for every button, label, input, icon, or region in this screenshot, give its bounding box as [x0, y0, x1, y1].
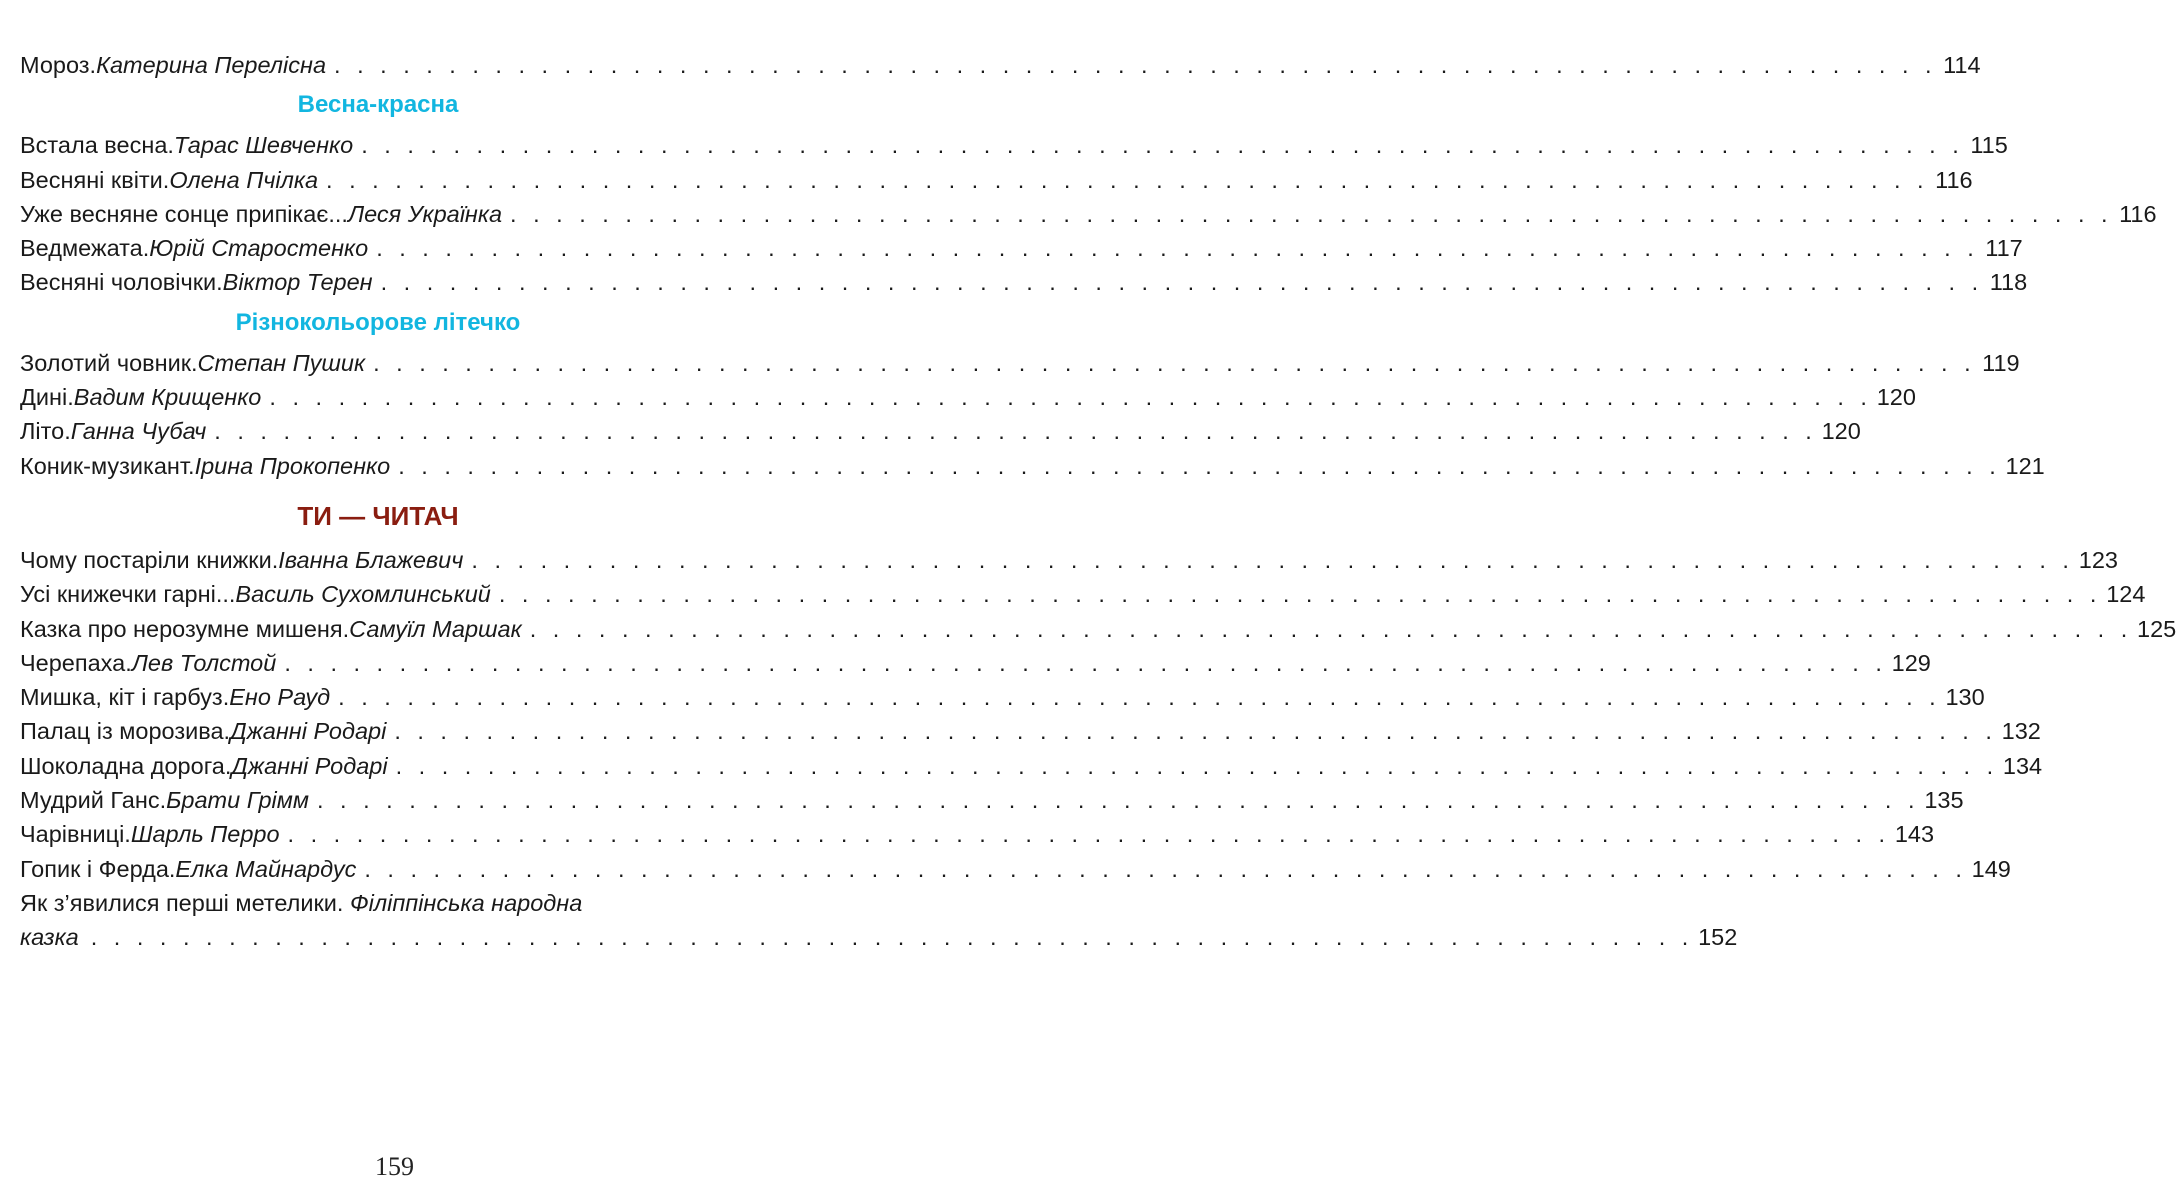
- entry-page: 129: [1891, 649, 1931, 676]
- leader-dots: . . . . . . . . . . . . . . . . . . . . . . . . . . . . . . . . . . . . . . . . . . . . . . . . . . . . . . . . . . . . . . . . . . . . . .: [395, 752, 1999, 779]
- toc-entry: [20, 612, 2176, 646]
- leader-dots: . . . . . . . . . . . . . . . . . . . . . . . . . . . . . . . . . . . . . . . . . . . . . . . . . . . . . . . . . . . . . . . . . . . . . .: [510, 200, 2113, 227]
- entry-author: Філіппінська народна: [349, 889, 583, 916]
- leader-dots: . . . . . . . . . . . . . . . . . . . . . . . . . . . . . . . . . . . . . . . . . . . . . . . . . . . . . . . . . . . . . . . . . . . . . .: [316, 787, 1920, 814]
- toc-entry: [20, 852, 2011, 886]
- entry-page: 118: [1989, 269, 2028, 296]
- entry-author: Самуїл Маршак: [349, 615, 522, 642]
- entry-author: Брати Грімм: [166, 787, 309, 814]
- leader-dots: . . . . . . . . . . . . . . . . . . . . . . . . . . . . . . . . . . . . . . . . . . . . . . . . . . . . . . . . . . . . . . . . . . . . . .: [471, 546, 2074, 573]
- entry-title: Чому постаріли книжки.: [20, 546, 279, 573]
- section-heading: ТИ — ЧИТАЧ: [297, 500, 459, 531]
- entry-author: Ено Рауд: [229, 684, 331, 711]
- entry-author: Джанні Родарі: [231, 752, 388, 779]
- leader-dots: . . . . . . . . . . . . . . . . . . . . . . . . . . . . . . . . . . . . . . . . . . . . . . . . . . . . . . . . . . . . . . . . . . . . . .: [376, 235, 1979, 262]
- section-heading: Різнокольорове літечко: [235, 308, 521, 336]
- entry-page: 116: [1935, 166, 1973, 193]
- entry-page: 114: [1943, 52, 1981, 78]
- entry-author: Шарль Перро: [130, 821, 280, 848]
- toc-entry: [20, 783, 1964, 817]
- toc-entry: [20, 380, 1916, 414]
- entry-page: 119: [1982, 349, 2020, 376]
- entry-author: Олена Пчілка: [169, 166, 319, 193]
- entry-title: Ведмежата.: [20, 235, 150, 262]
- entry-page: 116: [2119, 200, 2157, 227]
- entry-author: Василь Сухомлинський: [235, 581, 491, 608]
- toc-entry: [20, 231, 2023, 265]
- entry-page: 120: [1876, 384, 1916, 411]
- entry-page: 121: [2005, 452, 2045, 479]
- entry-author: Катерина Перелісна: [96, 52, 327, 78]
- entry-title: Мудрий Ганс.: [20, 787, 167, 814]
- leader-dots: . . . . . . . . . . . . . . . . . . . . . . . . . . . . . . . . . . . . . . . . . . . . . . . . . . . . . . . . . . . . . . . . . . . . . .: [373, 349, 1976, 376]
- toc-entry: [20, 449, 2045, 483]
- entry-author: Джанні Родарі: [230, 718, 387, 745]
- toc-entry: [20, 886, 1738, 955]
- entry-page: 130: [1945, 684, 1985, 711]
- toc-entry: [20, 163, 1973, 197]
- toc-entry: [20, 646, 1931, 680]
- entry-page: 132: [2001, 718, 2041, 745]
- leader-dots: . . . . . . . . . . . . . . . . . . . . . . . . . . . . . . . . . . . . . . . . . . . . . . . . . . . . . . . . . . . . . . . . . . . . . .: [394, 718, 1997, 745]
- entry-author: Ірина Прокопенко: [194, 452, 391, 479]
- entry-title: Як з’явилися перші метелики.: [20, 889, 350, 916]
- entry-page: 134: [2002, 752, 2043, 779]
- leader-dots: . . . . . . . . . . . . . . . . . . . . . . . . . . . . . . . . . . . . . . . . . . . . . . . . . . . . . . . . . . . . . . . . . . . . . .: [364, 855, 1967, 882]
- entry-page: 117: [1985, 235, 2023, 262]
- entry-title: Весняні чоловічки.: [20, 269, 223, 296]
- entry-author: Ганна Чубач: [70, 418, 207, 445]
- entry-page: 143: [1894, 821, 1935, 848]
- leader-dots: . . . . . . . . . . . . . . . . . . . . . . . . . . . . . . . . . . . . . . . . . . . . . . . . . . . . . . . . . . . . . . . . . . . . . .: [338, 684, 1941, 711]
- toc-entry: [20, 197, 2157, 231]
- entry-title: Чарівниці.: [20, 821, 131, 848]
- toc-entry: [20, 714, 2041, 748]
- entry-author: Тарас Шевченко: [173, 132, 354, 159]
- entry-title: Мороз.: [20, 52, 97, 78]
- toc-entry: [20, 414, 1861, 448]
- toc-entry: [20, 577, 2146, 611]
- leader-dots: . . . . . . . . . . . . . . . . . . . . . . . . . . . . . . . . . . . . . . . . . . . . . . . . . . . . . . . . . . . . . . . . . . . . . .: [284, 649, 1887, 676]
- entry-page: 123: [2078, 546, 2118, 573]
- toc-entry: [20, 265, 2028, 299]
- entry-title: Усі книжечки гарні...: [20, 581, 236, 608]
- leader-dots: . . . . . . . . . . . . . . . . . . . . . . . . . . . . . . . . . . . . . . . . . . . . . . . . . . . . . . . . . . . . . . . . . . . . . .: [326, 166, 1929, 193]
- entry-page: 115: [1970, 132, 2008, 159]
- entry-title: Казка про нерозумне мишеня.: [20, 615, 350, 642]
- entry-title: Мишка, кіт і гарбуз.: [20, 684, 230, 711]
- leader-dots: . . . . . . . . . . . . . . . . . . . . . . . . . . . . . . . . . . . . . . . . . . . . . . . . . . . . . . . . . . . . . . . . . . . . . .: [334, 52, 1937, 78]
- entry-page: 124: [2106, 581, 2146, 608]
- toc-entry: [20, 48, 1981, 82]
- leader-dots: . . . . . . . . . . . . . . . . . . . . . . . . . . . . . . . . . . . . . . . . . . . . . . . . . . . . . . . . . . . . . . . . . . . . . .: [90, 924, 1694, 951]
- entry-title: Палац із морозива.: [20, 718, 231, 745]
- leader-dots: . . . . . . . . . . . . . . . . . . . . . . . . . . . . . . . . . . . . . . . . . . . . . . . . . . . . . . . . . . . . . . . . . . . . . .: [529, 615, 2133, 642]
- toc-entry: [20, 128, 2008, 162]
- entry-author: Віктор Терен: [222, 269, 373, 296]
- entry-page: 149: [1971, 855, 2011, 882]
- leader-dots: . . . . . . . . . . . . . . . . . . . . . . . . . . . . . . . . . . . . . . . . . . . . . . . . . . . . . . . . . . . . . . . . . . . . . .: [398, 452, 2001, 479]
- toc-entry: [20, 543, 2118, 577]
- toc-entry: [20, 346, 2020, 380]
- entry-page: 135: [1924, 787, 1964, 814]
- toc-entry: [20, 749, 2043, 783]
- entry-author: Вадим Крищенко: [73, 384, 262, 411]
- entry-author: Юрій Старостенко: [149, 235, 369, 262]
- entry-title: Коник-музикант.: [20, 452, 195, 479]
- entry-author: Іванна Блажевич: [278, 546, 464, 573]
- entry-title: Уже весняне сонце припікає...: [20, 200, 348, 227]
- entry-title: Весняні квіти.: [20, 166, 170, 193]
- entry-author: Леся Українка: [347, 200, 503, 227]
- toc-entry: [20, 680, 1985, 714]
- leader-dots: . . . . . . . . . . . . . . . . . . . . . . . . . . . . . . . . . . . . . . . . . . . . . . . . . . . . . . . . . . . . . . . . . . . . . .: [498, 581, 2102, 608]
- entry-title: Дині.: [20, 384, 74, 411]
- leader-dots: . . . . . . . . . . . . . . . . . . . . . . . . . . . . . . . . . . . . . . . . . . . . . . . . . . . . . . . . . . . . . . . . . . . . . .: [361, 132, 1964, 159]
- leader-dots: . . . . . . . . . . . . . . . . . . . . . . . . . . . . . . . . . . . . . . . . . . . . . . . . . . . . . . . . . . . . . . . . . . . . . .: [380, 269, 1984, 296]
- toc-entry: [20, 817, 1935, 851]
- entry-title: Літо.: [20, 418, 71, 445]
- entry-author: Степан Пушик: [197, 349, 366, 376]
- leader-dots: . . . . . . . . . . . . . . . . . . . . . . . . . . . . . . . . . . . . . . . . . . . . . . . . . . . . . . . . . . . . . . . . . . . . . .: [287, 821, 1891, 848]
- entry-title: Черепаха.: [20, 649, 132, 676]
- page-number: 159: [375, 1152, 414, 1181]
- entry-author: Елка Майнардус: [175, 855, 357, 882]
- leader-dots: . . . . . . . . . . . . . . . . . . . . . . . . . . . . . . . . . . . . . . . . . . . . . . . . . . . . . . . . . . . . . . . . . . . . . .: [269, 384, 1872, 411]
- section-heading: Весна-красна: [297, 91, 459, 119]
- entry-title: Золотий човник.: [20, 349, 198, 376]
- entry-title: Шоколадна дорога.: [20, 752, 232, 779]
- table-of-contents: [20, 48, 2176, 955]
- entry-author-continued: казка: [20, 924, 79, 951]
- entry-author: Лев Толстой: [131, 649, 277, 676]
- entry-page: 125: [2137, 615, 2176, 642]
- entry-title: Встала весна.: [20, 132, 174, 159]
- entry-page: 120: [1821, 418, 1861, 445]
- leader-dots: . . . . . . . . . . . . . . . . . . . . . . . . . . . . . . . . . . . . . . . . . . . . . . . . . . . . . . . . . . . . . . . . . . . . . .: [214, 418, 1817, 445]
- entry-page: 152: [1698, 924, 1738, 951]
- entry-title: Гопик і Ферда.: [20, 855, 176, 882]
